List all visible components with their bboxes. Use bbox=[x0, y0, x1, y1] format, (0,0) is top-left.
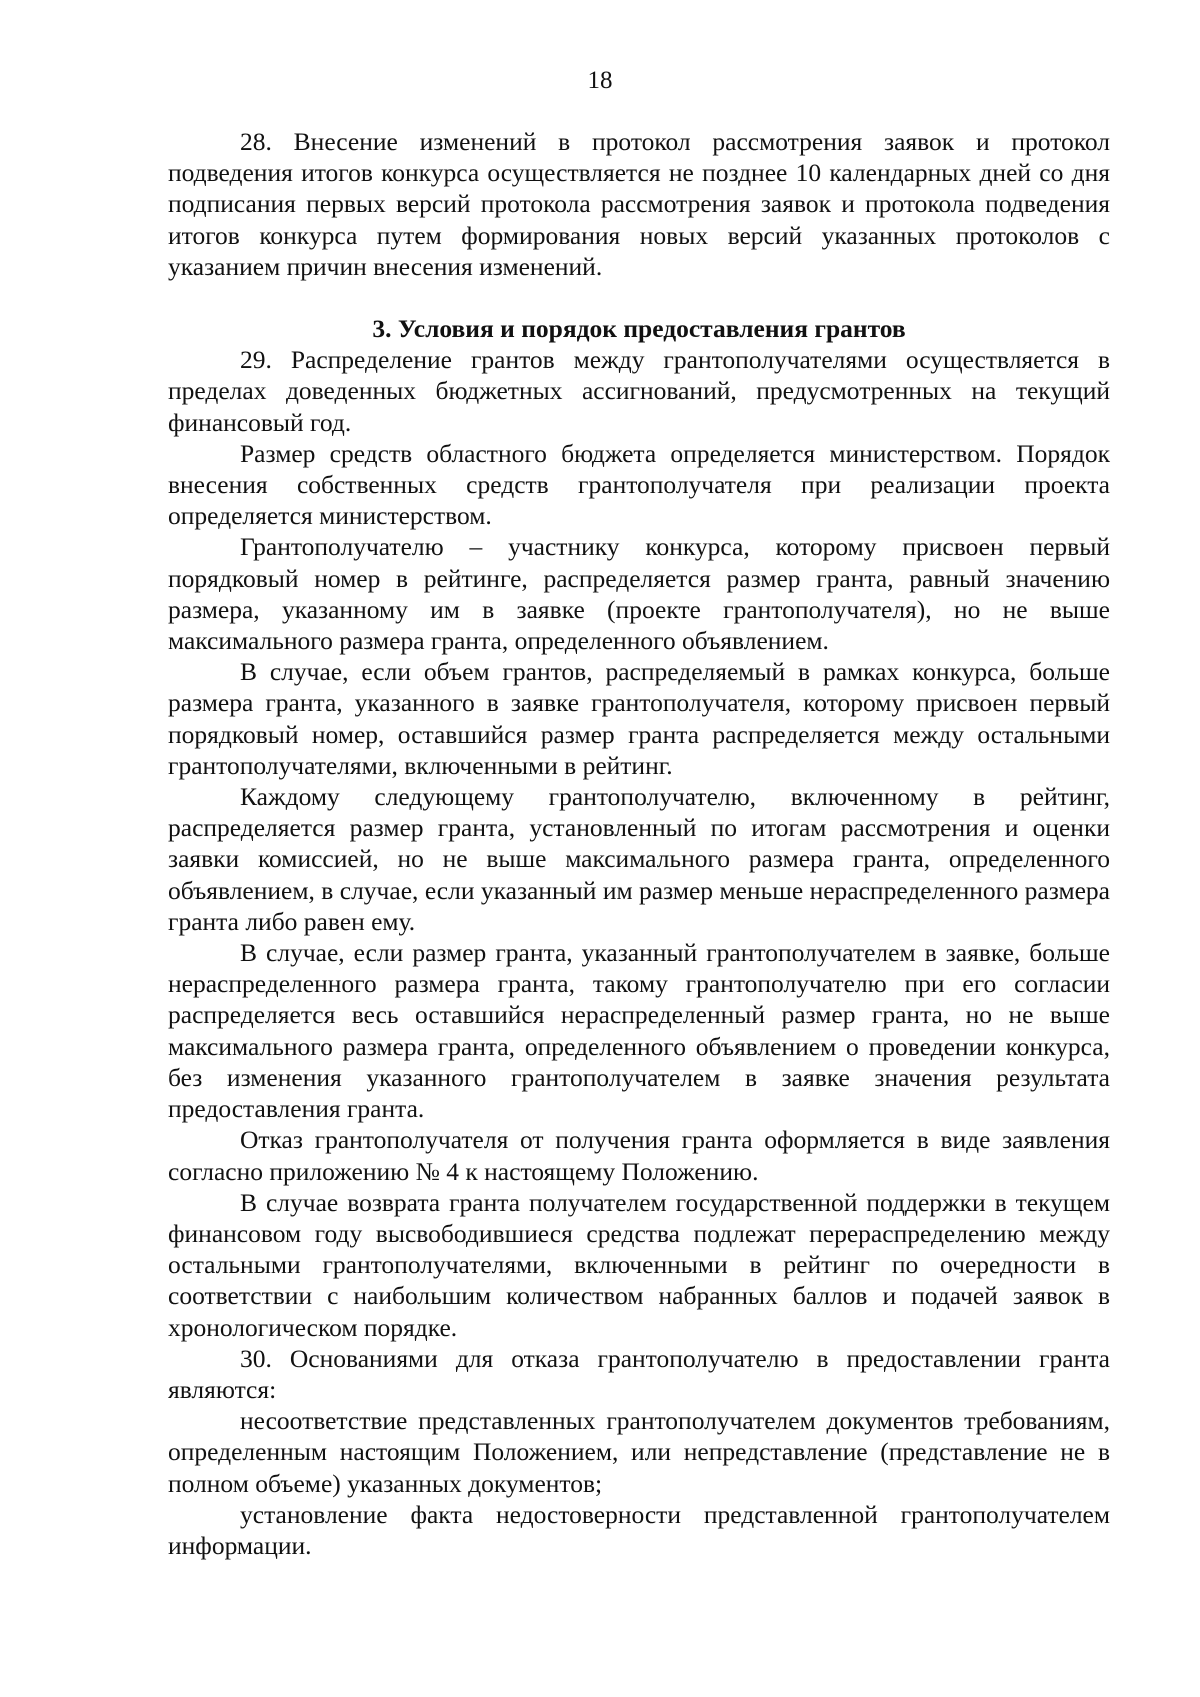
section-heading: 3. Условия и порядок предоставления грантов bbox=[372, 314, 906, 344]
paragraph-28: 28. Внесение изменений в протокол рассмотрения заявок и протокол подведения итогов конкурса осуществляется не позднее 10 календарных дней со дня подписания первых версий протокола рассмотрения заявок и протокола подведения итогов конкурса путем формирования новых версий указанных протоколов с указанием причин внесения изменений. bbox=[168, 127, 1110, 281]
paragraph-first-rank: Грантополучателю – участнику конкурса, которому присвоен первый порядковый номер в рейтинге, распределяется размер гранта, равный значению размера, указанному им в заявке (проекте грантополучателя), но не выше максимального размера гранта, определенного объявлением. bbox=[168, 532, 1110, 656]
document-body bbox=[168, 126, 1110, 1561]
paragraph-30: 30. Основаниями для отказа грантополучателю в предоставлении гранта являются: bbox=[168, 1343, 1110, 1404]
paragraph-grant-exceeds: В случае, если размер гранта, указанный грантополучателем в заявке, больше нераспределенного размера гранта, такому грантополучателю при его согласии распределяется весь оставшийся нераспределенный размер гранта, но не выше максимального размера гранта, определенного объявлением о проведении конкурса, без изменения указанного грантополучателем в заявке значения результата предоставления гранта. bbox=[168, 938, 1110, 1124]
paragraph-29: 29. Распределение грантов между грантополучателями осуществляется в пределах доведенных бюджетных ассигнований, предусмотренных на текущий финансовый год. bbox=[168, 345, 1110, 437]
paragraph-grant-return: В случае возврата гранта получателем государственной поддержки в текущем финансовом году высвободившиеся средства подлежат перераспределению между остальными грантополучателями, включенными в рейтинг по очередности в соответствии с наибольшим количеством набранных баллов и подачей заявок в хронологическом порядке. bbox=[168, 1187, 1110, 1342]
list-item-nonconformity: несоответствие представленных грантополучателем документов требованиям, определенным настоящим Положением, или непредставление (представление не в полном объеме) указанных документов; bbox=[168, 1406, 1110, 1498]
paragraph-refusal: Отказ грантополучателя от получения гранта оформляется в виде заявления согласно приложению № 4 к настоящему Положению. bbox=[168, 1125, 1110, 1186]
paragraph-next-recipient: Каждому следующему грантополучателю, включенному в рейтинг, распределяется размер гранта, установленный по итогам рассмотрения и оценки заявки комиссией, но не выше максимального размера гранта, определенного объявлением, в случае, если указанный им размер меньше нераспределенного размера гранта либо равен ему. bbox=[168, 782, 1110, 936]
paragraph-budget-size: Размер средств областного бюджета определяется министерством. Порядок внесения собственных средств грантополучателя при реализации проекта определяется министерством. bbox=[168, 438, 1110, 531]
paragraph-remaining-distribution: В случае, если объем грантов, распределяемый в рамках конкурса, больше размера гранта, указанного в заявке грантополучателя, которому присвоен первый порядковый номер, оставшийся размер гранта распределяется между остальными грантополучателями, включенными в рейтинг. bbox=[168, 657, 1110, 780]
list-item-unreliable-info: установление факта недостоверности представленной грантополучателем информации. bbox=[168, 1499, 1110, 1560]
page-number: 18 bbox=[587, 67, 613, 94]
